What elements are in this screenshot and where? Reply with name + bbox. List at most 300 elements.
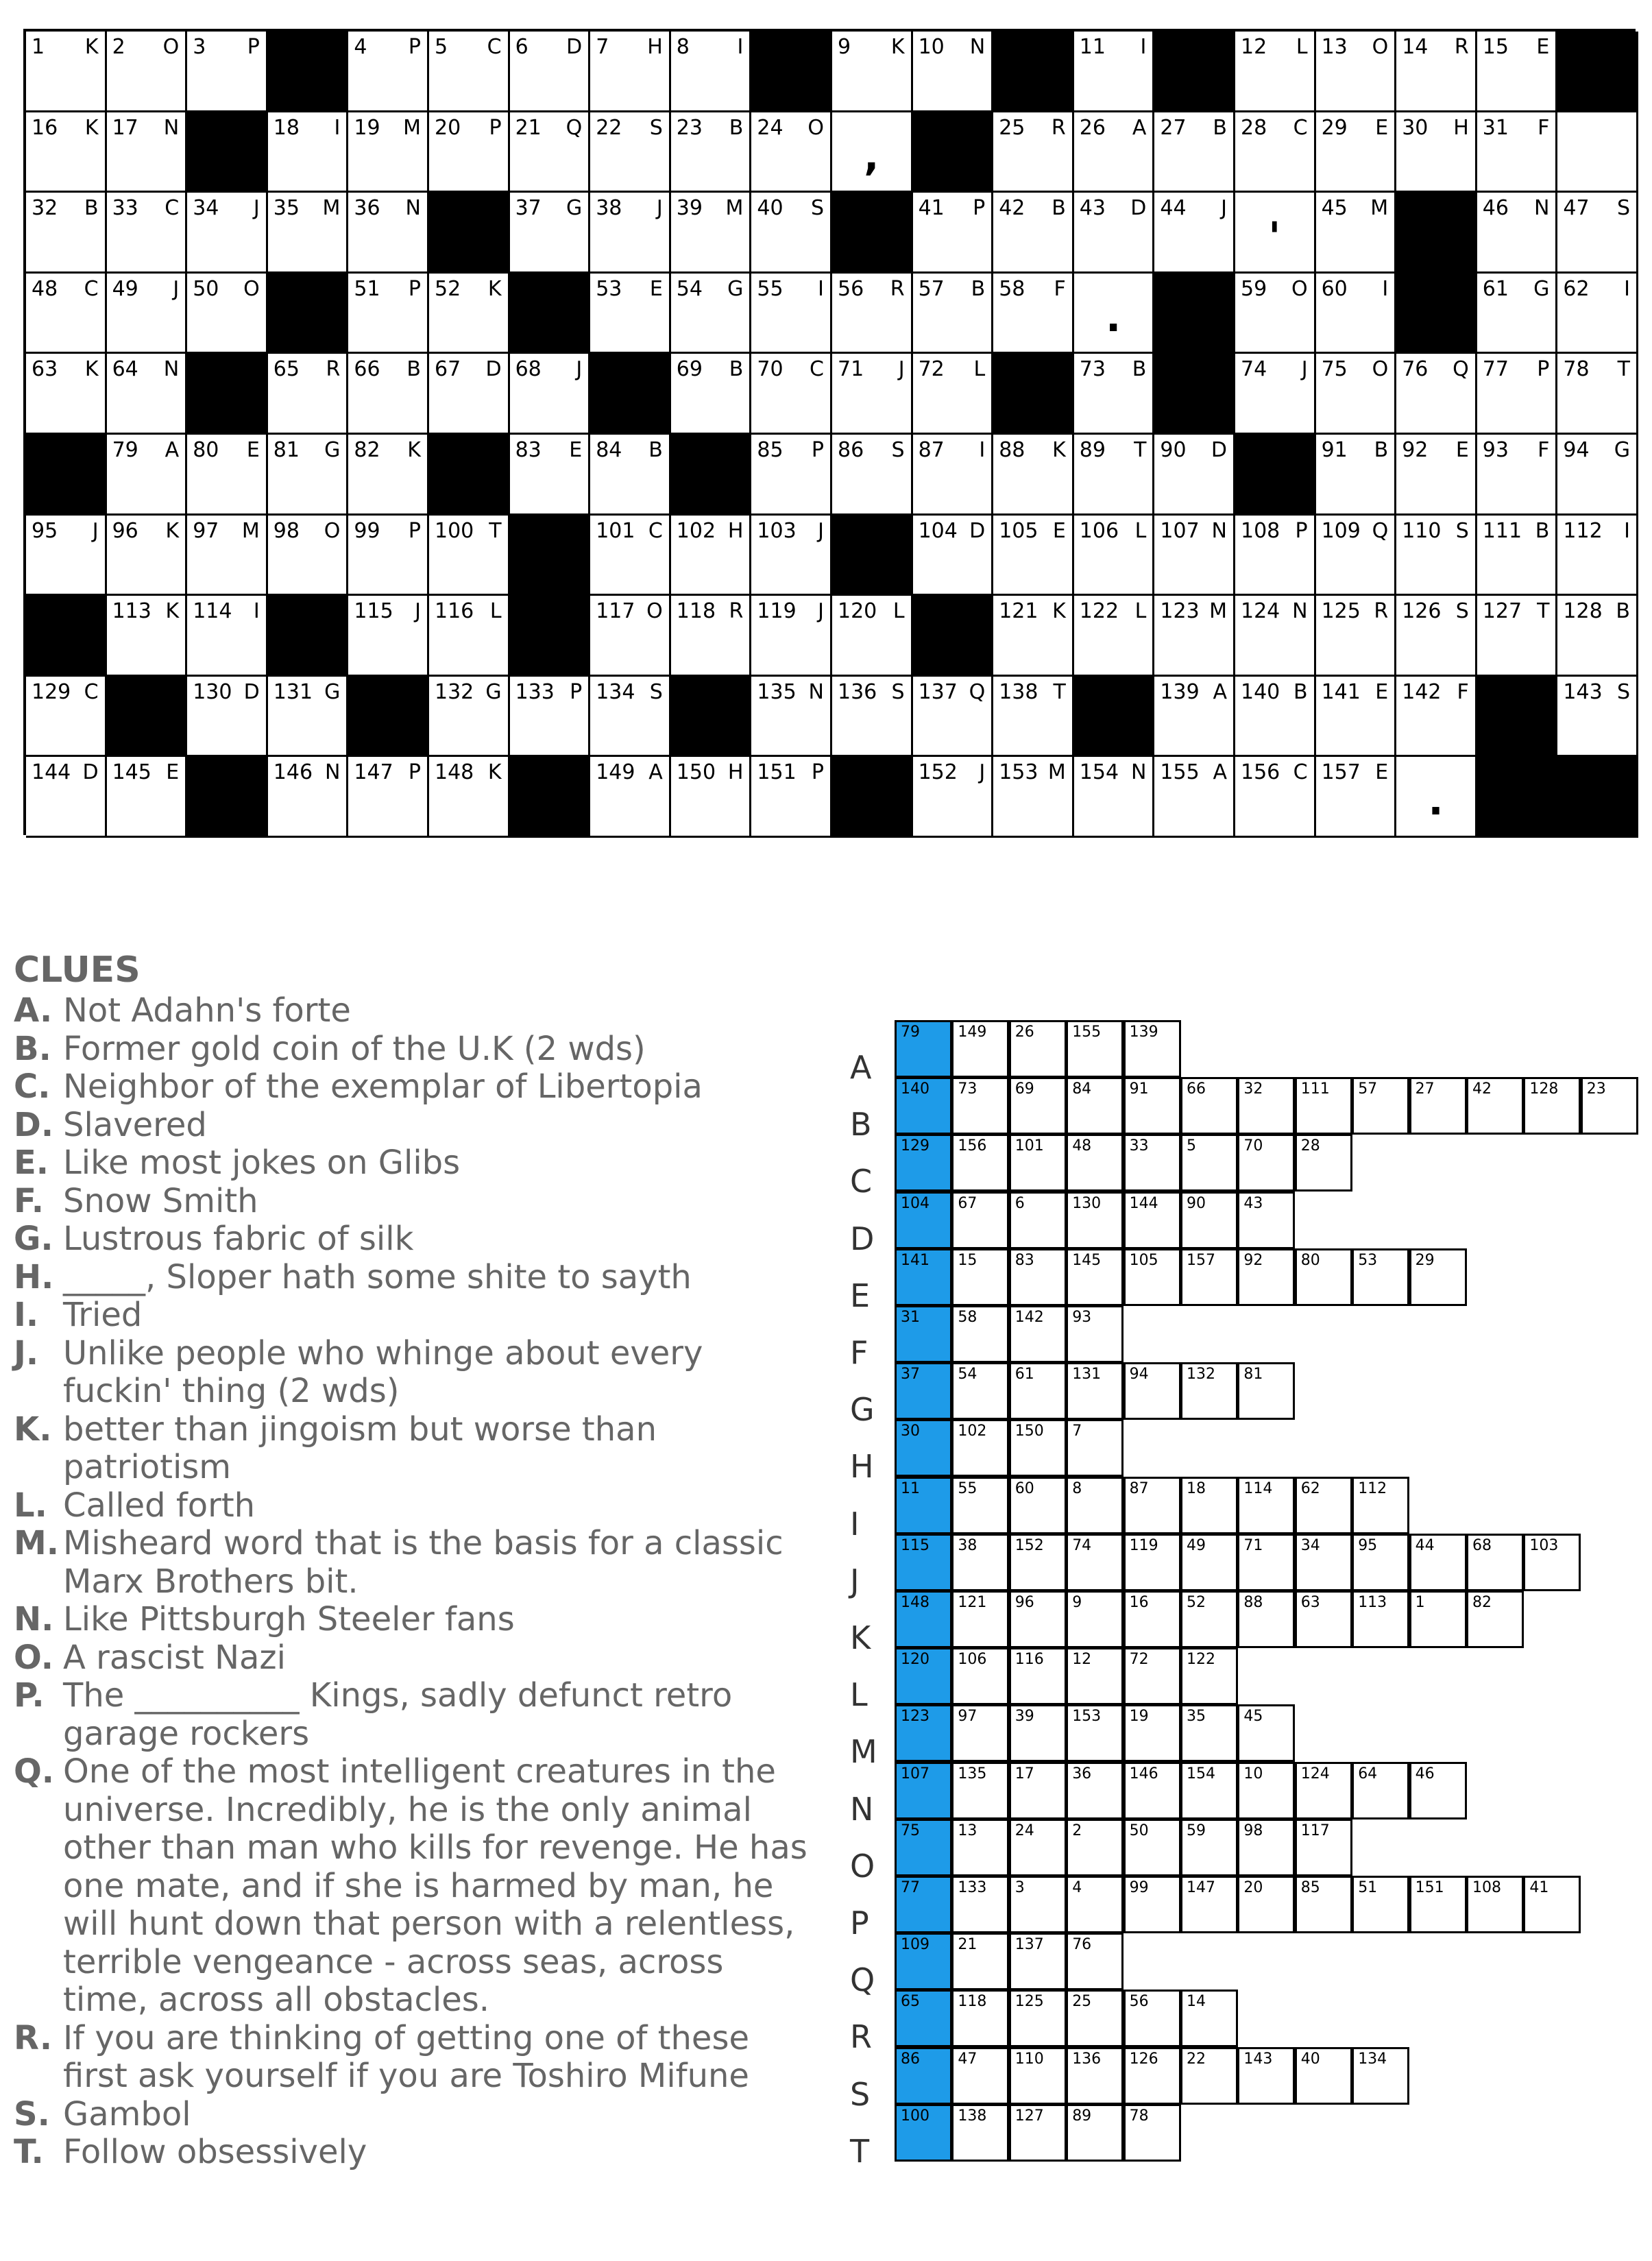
answer-cell[interactable]: [1295, 1876, 1352, 1933]
grid-cell[interactable]: [268, 757, 349, 838]
grid-cell[interactable]: [832, 677, 913, 758]
answer-cell[interactable]: [1066, 1876, 1123, 1933]
answer-cell[interactable]: [895, 1134, 952, 1192]
grid-cell[interactable]: [590, 677, 671, 758]
grid-cell[interactable]: [510, 193, 591, 274]
answer-cell[interactable]: [1180, 1647, 1238, 1705]
grid-cell[interactable]: [751, 274, 832, 354]
grid-cell[interactable]: [1477, 274, 1558, 354]
grid-cell[interactable]: [268, 435, 349, 516]
grid-cell[interactable]: [1154, 596, 1235, 677]
grid-cell[interactable]: [1316, 354, 1397, 435]
grid-cell[interactable]: [26, 757, 107, 838]
answer-cell[interactable]: [1295, 1762, 1352, 1819]
answer-cell[interactable]: [1295, 1134, 1352, 1192]
grid-cell[interactable]: [832, 596, 913, 677]
grid-cell[interactable]: [751, 354, 832, 435]
answer-cell[interactable]: [1295, 1248, 1352, 1306]
answer-cell[interactable]: [1352, 1248, 1409, 1306]
grid-cell[interactable]: [1477, 354, 1558, 435]
answer-cell[interactable]: [951, 1134, 1009, 1192]
answer-cell[interactable]: [895, 1477, 952, 1534]
answer-cell[interactable]: [951, 1819, 1009, 1876]
grid-cell[interactable]: [1235, 274, 1316, 354]
answer-cell[interactable]: [1237, 1876, 1295, 1933]
answer-cell[interactable]: [1523, 1876, 1581, 1933]
grid-cell[interactable]: [1235, 32, 1316, 112]
grid-cell[interactable]: [832, 274, 913, 354]
grid-cell[interactable]: [832, 32, 913, 112]
grid-cell[interactable]: [429, 354, 510, 435]
grid-cell[interactable]: [348, 193, 429, 274]
answer-cell[interactable]: [1237, 1362, 1295, 1420]
answer-cell[interactable]: [1009, 1305, 1067, 1363]
grid-cell[interactable]: [832, 354, 913, 435]
grid-cell[interactable]: [1235, 516, 1316, 596]
grid-cell[interactable]: [671, 274, 752, 354]
grid-cell[interactable]: [1074, 516, 1155, 596]
grid-cell[interactable]: [1477, 516, 1558, 596]
grid-cell[interactable]: [832, 112, 913, 193]
answer-cell[interactable]: [1352, 2047, 1409, 2105]
answer-cell[interactable]: [895, 1990, 952, 2047]
grid-cell[interactable]: [107, 32, 188, 112]
grid-cell[interactable]: [913, 193, 994, 274]
answer-cell[interactable]: [1066, 1419, 1123, 1477]
grid-cell[interactable]: [1316, 677, 1397, 758]
answer-cell[interactable]: [1009, 1362, 1067, 1420]
grid-cell[interactable]: [1396, 32, 1477, 112]
grid-cell[interactable]: [26, 32, 107, 112]
answer-cell[interactable]: [1066, 1134, 1123, 1192]
grid-cell[interactable]: [671, 516, 752, 596]
answer-cell[interactable]: [1123, 2047, 1181, 2105]
answer-cell[interactable]: [895, 1591, 952, 1648]
grid-cell[interactable]: [1316, 516, 1397, 596]
answer-cell[interactable]: [1066, 1704, 1123, 1762]
answer-cell[interactable]: [1237, 1762, 1295, 1819]
answer-cell[interactable]: [895, 1876, 952, 1933]
grid-cell[interactable]: [1477, 596, 1558, 677]
grid-cell[interactable]: [1074, 193, 1155, 274]
answer-cell[interactable]: [1123, 1362, 1181, 1420]
answer-cell[interactable]: [951, 1591, 1009, 1648]
grid-cell[interactable]: [590, 274, 671, 354]
answer-cell[interactable]: [895, 1819, 952, 1876]
grid-cell[interactable]: [348, 354, 429, 435]
grid-cell[interactable]: [1235, 193, 1316, 274]
answer-cell[interactable]: [1009, 1134, 1067, 1192]
answer-cell[interactable]: [1123, 1819, 1181, 1876]
answer-cell[interactable]: [1066, 1362, 1123, 1420]
answer-cell[interactable]: [1123, 1477, 1181, 1534]
grid-cell[interactable]: [751, 677, 832, 758]
answer-cell[interactable]: [1180, 1704, 1238, 1762]
answer-cell[interactable]: [951, 1534, 1009, 1591]
grid-cell[interactable]: [1557, 516, 1638, 596]
answer-cell[interactable]: [1180, 1077, 1238, 1135]
grid-cell[interactable]: [993, 274, 1074, 354]
grid-cell[interactable]: [590, 112, 671, 193]
grid-cell[interactable]: [187, 677, 268, 758]
answer-cell[interactable]: [895, 1933, 952, 1990]
grid-cell[interactable]: [1316, 193, 1397, 274]
answer-cell[interactable]: [1180, 1762, 1238, 1819]
answer-cell[interactable]: [1123, 1192, 1181, 1249]
grid-cell[interactable]: [1396, 677, 1477, 758]
answer-cell[interactable]: [1237, 1591, 1295, 1648]
answer-cell[interactable]: [895, 1248, 952, 1306]
answer-cell[interactable]: [951, 1192, 1009, 1249]
grid-cell[interactable]: [429, 757, 510, 838]
grid-cell[interactable]: [429, 32, 510, 112]
answer-cell[interactable]: [951, 1020, 1009, 1078]
answer-cell[interactable]: [1237, 1192, 1295, 1249]
answer-cell[interactable]: [1123, 1534, 1181, 1591]
answer-cell[interactable]: [1009, 1077, 1067, 1135]
answer-cell[interactable]: [1409, 1534, 1467, 1591]
answer-cell[interactable]: [951, 1990, 1009, 2047]
answer-cell[interactable]: [1009, 1591, 1067, 1648]
grid-cell[interactable]: [1154, 435, 1235, 516]
grid-cell[interactable]: [1557, 677, 1638, 758]
answer-cell[interactable]: [1066, 1534, 1123, 1591]
answer-cell[interactable]: [951, 1477, 1009, 1534]
grid-cell[interactable]: [26, 193, 107, 274]
answer-cell[interactable]: [1295, 2047, 1352, 2105]
grid-cell[interactable]: [107, 112, 188, 193]
grid-cell[interactable]: [429, 677, 510, 758]
answer-cell[interactable]: [1009, 1990, 1067, 2047]
grid-cell[interactable]: [832, 435, 913, 516]
grid-cell[interactable]: [993, 757, 1074, 838]
answer-cell[interactable]: [1009, 1248, 1067, 1306]
answer-cell[interactable]: [1295, 1534, 1352, 1591]
answer-cell[interactable]: [895, 2104, 952, 2162]
answer-cell[interactable]: [1352, 1876, 1409, 1933]
answer-cell[interactable]: [1237, 1704, 1295, 1762]
answer-cell[interactable]: [1123, 1077, 1181, 1135]
answer-cell[interactable]: [895, 1305, 952, 1363]
answer-cell[interactable]: [895, 1192, 952, 1249]
grid-cell[interactable]: [1396, 757, 1477, 838]
grid-cell[interactable]: [913, 516, 994, 596]
answer-cell[interactable]: [895, 1419, 952, 1477]
grid-cell[interactable]: [671, 757, 752, 838]
answer-cell[interactable]: [1409, 1077, 1467, 1135]
grid-cell[interactable]: [590, 32, 671, 112]
grid-cell[interactable]: [913, 677, 994, 758]
answer-cell[interactable]: [1180, 1819, 1238, 1876]
answer-cell[interactable]: [951, 1419, 1009, 1477]
answer-cell[interactable]: [1237, 2047, 1295, 2105]
answer-cell[interactable]: [951, 1704, 1009, 1762]
grid-cell[interactable]: [268, 112, 349, 193]
answer-cell[interactable]: [1009, 2047, 1067, 2105]
grid-cell[interactable]: [993, 435, 1074, 516]
answer-cell[interactable]: [1123, 1704, 1181, 1762]
answer-cell[interactable]: [1009, 1933, 1067, 1990]
grid-cell[interactable]: [510, 677, 591, 758]
grid-cell[interactable]: [429, 516, 510, 596]
grid-cell[interactable]: [187, 274, 268, 354]
grid-cell[interactable]: [1154, 677, 1235, 758]
grid-cell[interactable]: [1557, 193, 1638, 274]
answer-cell[interactable]: [1180, 1134, 1238, 1192]
answer-cell[interactable]: [1066, 1477, 1123, 1534]
answer-cell[interactable]: [1352, 1534, 1409, 1591]
grid-cell[interactable]: [1074, 596, 1155, 677]
answer-cell[interactable]: [951, 1647, 1009, 1705]
answer-cell[interactable]: [1295, 1477, 1352, 1534]
answer-cell[interactable]: [1237, 1819, 1295, 1876]
grid-cell[interactable]: [1074, 274, 1155, 354]
grid-cell[interactable]: [268, 677, 349, 758]
answer-cell[interactable]: [895, 1362, 952, 1420]
grid-cell[interactable]: [1396, 596, 1477, 677]
answer-cell[interactable]: [895, 1647, 952, 1705]
grid-cell[interactable]: [590, 516, 671, 596]
answer-cell[interactable]: [1466, 1591, 1524, 1648]
answer-cell[interactable]: [1066, 1647, 1123, 1705]
grid-cell[interactable]: [187, 516, 268, 596]
answer-cell[interactable]: [1352, 1762, 1409, 1819]
grid-cell[interactable]: [510, 435, 591, 516]
grid-cell[interactable]: [348, 516, 429, 596]
grid-cell[interactable]: [429, 274, 510, 354]
answer-cell[interactable]: [1066, 1020, 1123, 1078]
grid-cell[interactable]: [107, 354, 188, 435]
answer-cell[interactable]: [1066, 1248, 1123, 1306]
grid-cell[interactable]: [1074, 112, 1155, 193]
answer-cell[interactable]: [1352, 1591, 1409, 1648]
grid-cell[interactable]: [1396, 516, 1477, 596]
grid-cell[interactable]: [1316, 112, 1397, 193]
grid-cell[interactable]: [751, 193, 832, 274]
grid-cell[interactable]: [1477, 112, 1558, 193]
grid-cell[interactable]: [26, 274, 107, 354]
grid-cell[interactable]: [913, 757, 994, 838]
answer-cell[interactable]: [1123, 1762, 1181, 1819]
grid-cell[interactable]: [1477, 435, 1558, 516]
grid-cell[interactable]: [993, 516, 1074, 596]
answer-cell[interactable]: [1066, 1819, 1123, 1876]
grid-cell[interactable]: [107, 435, 188, 516]
grid-cell[interactable]: [1396, 354, 1477, 435]
grid-cell[interactable]: [107, 596, 188, 677]
answer-cell[interactable]: [1180, 2047, 1238, 2105]
grid-cell[interactable]: [1316, 757, 1397, 838]
answer-cell[interactable]: [1066, 1762, 1123, 1819]
answer-cell[interactable]: [1581, 1077, 1638, 1135]
grid-cell[interactable]: [590, 757, 671, 838]
grid-cell[interactable]: [187, 193, 268, 274]
grid-cell[interactable]: [1316, 32, 1397, 112]
answer-cell[interactable]: [1066, 1192, 1123, 1249]
grid-cell[interactable]: [993, 112, 1074, 193]
grid-cell[interactable]: [1396, 435, 1477, 516]
answer-cell[interactable]: [951, 2047, 1009, 2105]
answer-cell[interactable]: [1066, 2047, 1123, 2105]
answer-cell[interactable]: [1409, 1248, 1467, 1306]
answer-cell[interactable]: [1009, 1819, 1067, 1876]
grid-cell[interactable]: [510, 32, 591, 112]
grid-cell[interactable]: [26, 112, 107, 193]
answer-cell[interactable]: [1009, 1876, 1067, 1933]
grid-cell[interactable]: [1557, 354, 1638, 435]
grid-cell[interactable]: [1154, 193, 1235, 274]
answer-cell[interactable]: [1009, 1020, 1067, 1078]
answer-cell[interactable]: [1352, 1477, 1409, 1534]
grid-cell[interactable]: [590, 193, 671, 274]
answer-cell[interactable]: [1123, 1020, 1181, 1078]
grid-cell[interactable]: [751, 596, 832, 677]
answer-cell[interactable]: [1009, 1647, 1067, 1705]
grid-cell[interactable]: [268, 516, 349, 596]
answer-cell[interactable]: [1066, 1591, 1123, 1648]
answer-cell[interactable]: [1009, 1704, 1067, 1762]
answer-cell[interactable]: [895, 1020, 952, 1078]
answer-cell[interactable]: [1466, 1077, 1524, 1135]
answer-cell[interactable]: [895, 2047, 952, 2105]
grid-cell[interactable]: [1235, 677, 1316, 758]
grid-cell[interactable]: [107, 516, 188, 596]
grid-cell[interactable]: [1557, 274, 1638, 354]
answer-cell[interactable]: [1180, 1477, 1238, 1534]
grid-cell[interactable]: [1235, 757, 1316, 838]
answer-cell[interactable]: [1295, 1591, 1352, 1648]
grid-cell[interactable]: [510, 112, 591, 193]
answer-cell[interactable]: [1123, 1134, 1181, 1192]
grid-cell[interactable]: [1316, 596, 1397, 677]
grid-cell[interactable]: [913, 435, 994, 516]
answer-cell[interactable]: [951, 2104, 1009, 2162]
answer-cell[interactable]: [1237, 1134, 1295, 1192]
answer-cell[interactable]: [1237, 1077, 1295, 1135]
grid-cell[interactable]: [348, 596, 429, 677]
grid-cell[interactable]: [510, 354, 591, 435]
grid-cell[interactable]: [1154, 516, 1235, 596]
grid-cell[interactable]: [348, 435, 429, 516]
answer-cell[interactable]: [1123, 1990, 1181, 2047]
grid-cell[interactable]: [1235, 596, 1316, 677]
answer-cell[interactable]: [1237, 1248, 1295, 1306]
grid-cell[interactable]: [671, 596, 752, 677]
grid-cell[interactable]: [1074, 435, 1155, 516]
grid-cell[interactable]: [348, 757, 429, 838]
answer-cell[interactable]: [1180, 1534, 1238, 1591]
answer-cell[interactable]: [1466, 1876, 1524, 1933]
answer-cell[interactable]: [951, 1362, 1009, 1420]
answer-cell[interactable]: [1237, 1477, 1295, 1534]
grid-cell[interactable]: [1477, 32, 1558, 112]
answer-cell[interactable]: [895, 1534, 952, 1591]
grid-cell[interactable]: [429, 112, 510, 193]
grid-cell[interactable]: [26, 677, 107, 758]
answer-cell[interactable]: [1009, 1534, 1067, 1591]
grid-cell[interactable]: [1396, 112, 1477, 193]
grid-cell[interactable]: [1557, 596, 1638, 677]
grid-cell[interactable]: [429, 596, 510, 677]
grid-cell[interactable]: [1557, 435, 1638, 516]
answer-cell[interactable]: [1123, 2104, 1181, 2162]
answer-cell[interactable]: [1523, 1077, 1581, 1135]
answer-cell[interactable]: [951, 1305, 1009, 1363]
answer-cell[interactable]: [1237, 1534, 1295, 1591]
answer-cell[interactable]: [1009, 1192, 1067, 1249]
answer-cell[interactable]: [951, 1248, 1009, 1306]
grid-cell[interactable]: [268, 193, 349, 274]
grid-cell[interactable]: [751, 516, 832, 596]
grid-cell[interactable]: [348, 32, 429, 112]
grid-cell[interactable]: [1154, 112, 1235, 193]
grid-cell[interactable]: [590, 435, 671, 516]
answer-cell[interactable]: [1180, 1876, 1238, 1933]
answer-cell[interactable]: [1295, 1077, 1352, 1135]
grid-cell[interactable]: [1557, 112, 1638, 193]
answer-cell[interactable]: [1466, 1534, 1524, 1591]
answer-cell[interactable]: [895, 1762, 952, 1819]
grid-cell[interactable]: [751, 112, 832, 193]
grid-cell[interactable]: [913, 274, 994, 354]
grid-cell[interactable]: [913, 354, 994, 435]
answer-cell[interactable]: [1066, 2104, 1123, 2162]
answer-cell[interactable]: [1123, 1591, 1181, 1648]
answer-cell[interactable]: [1066, 1305, 1123, 1363]
answer-cell[interactable]: [1066, 1990, 1123, 2047]
grid-cell[interactable]: [1074, 32, 1155, 112]
grid-cell[interactable]: [993, 193, 1074, 274]
grid-cell[interactable]: [1154, 757, 1235, 838]
grid-cell[interactable]: [348, 112, 429, 193]
grid-cell[interactable]: [187, 32, 268, 112]
grid-cell[interactable]: [590, 596, 671, 677]
grid-cell[interactable]: [993, 677, 1074, 758]
grid-cell[interactable]: [671, 193, 752, 274]
answer-cell[interactable]: [951, 1762, 1009, 1819]
grid-cell[interactable]: [1074, 757, 1155, 838]
answer-cell[interactable]: [1009, 1762, 1067, 1819]
answer-cell[interactable]: [1009, 1419, 1067, 1477]
answer-cell[interactable]: [1009, 2104, 1067, 2162]
answer-cell[interactable]: [1066, 1077, 1123, 1135]
answer-cell[interactable]: [895, 1704, 952, 1762]
answer-cell[interactable]: [951, 1876, 1009, 1933]
grid-cell[interactable]: [751, 435, 832, 516]
grid-cell[interactable]: [1477, 193, 1558, 274]
grid-cell[interactable]: [1235, 112, 1316, 193]
grid-cell[interactable]: [1235, 354, 1316, 435]
answer-cell[interactable]: [1180, 1362, 1238, 1420]
grid-cell[interactable]: [187, 435, 268, 516]
grid-cell[interactable]: [671, 354, 752, 435]
answer-cell[interactable]: [1180, 1192, 1238, 1249]
answer-cell[interactable]: [1523, 1534, 1581, 1591]
answer-cell[interactable]: [1123, 1248, 1181, 1306]
answer-cell[interactable]: [1409, 1762, 1467, 1819]
grid-cell[interactable]: [1074, 354, 1155, 435]
answer-cell[interactable]: [1295, 1819, 1352, 1876]
grid-cell[interactable]: [993, 596, 1074, 677]
answer-cell[interactable]: [1352, 1077, 1409, 1135]
grid-cell[interactable]: [107, 274, 188, 354]
grid-cell[interactable]: [913, 32, 994, 112]
answer-cell[interactable]: [1123, 1876, 1181, 1933]
grid-cell[interactable]: [107, 757, 188, 838]
grid-cell[interactable]: [268, 354, 349, 435]
answer-cell[interactable]: [1180, 1248, 1238, 1306]
grid-cell[interactable]: [187, 596, 268, 677]
